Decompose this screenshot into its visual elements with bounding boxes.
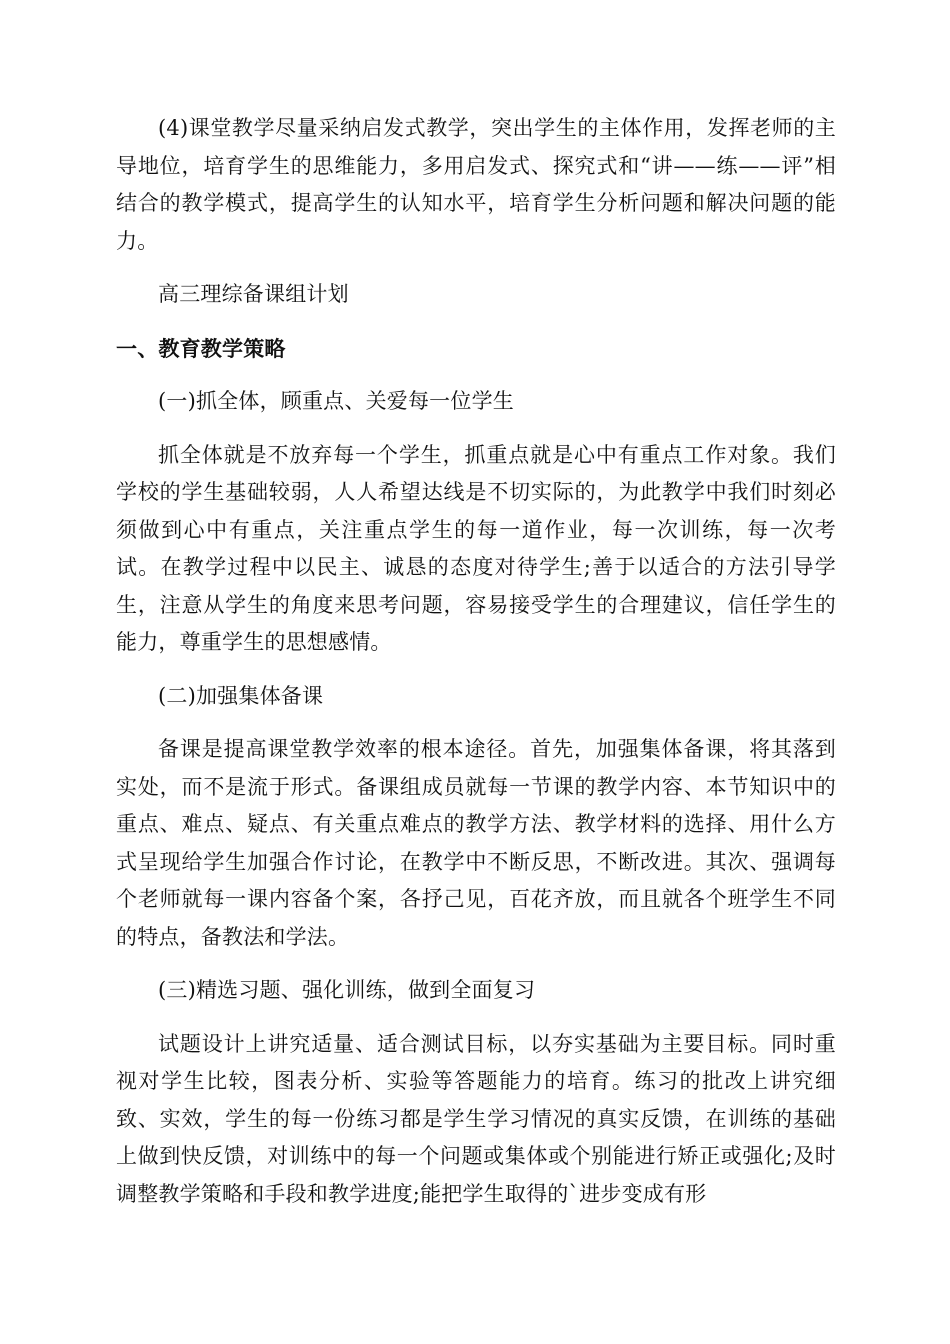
paragraph-gap bbox=[116, 956, 836, 972]
paragraph-gap bbox=[116, 314, 836, 330]
subheading-two: (二)加强集体备课 bbox=[158, 683, 324, 708]
paragraph-teaching-method: (4)课堂教学尽量采纳启发式教学，突出学生的主体作用，发挥老师的主导地位，培育学生的思维能力，多用启发式、探究式和“讲——练——评”相结合的教学模式，提高学生的认知水平，培育学生分析问题和解决问题的能力。 bbox=[116, 116, 836, 253]
paragraph-gap bbox=[116, 662, 836, 678]
paragraph-gap bbox=[116, 260, 836, 276]
paragraph-gap bbox=[116, 1010, 836, 1026]
paragraph-all-students: 抓全体就是不放弃每一个学生，抓重点就是心中有重点工作对象。我们学校的学生基础较弱，人人希望达线是不切实际的，为此教学中我们时刻必须做到心中有重点，关注重点学生的每一道作业，每一次训练，每一次考试。在教学过程中以民主、诚恳的态度对待学生;善于以适合的方法引导学生，注意从学生的角度来思考问题，容易接受学生的合理建议，信任学生的能力，尊重学生的思想感情。 bbox=[116, 442, 836, 654]
paragraph-gap bbox=[116, 367, 836, 383]
document-page bbox=[116, 110, 836, 1213]
subheading-three: (三)精选习题、强化训练，做到全面复习 bbox=[158, 978, 536, 1002]
paragraph-exercises: 试题设计上讲究适量、适合测试目标，以夯实基础为主要目标。同时重视对学生比较，图表分析、实验等答题能力的培育。练习的批改上讲究细致、实效，学生的每一份练习都是学生学习情况的真实反馈，在训练的基础上做到快反馈，对训练中的每一个问题或集体或个别能进行矫正或强化;及时调整教学策略和手段和教学进度;能把学生取得的`进步变成有形 bbox=[116, 1031, 836, 1206]
document-title: 高三理综备课组计划 bbox=[158, 282, 349, 306]
paragraph-gap bbox=[116, 421, 836, 437]
subheading-one: (一)抓全体，顾重点、关爱每一位学生 bbox=[158, 389, 514, 413]
paragraph-collective-prep: 备课是提高课堂教学效率的根本途径。首先，加强集体备课，将其落到实处，而不是流于形式。备课组成员就每一节课的教学内容、本节知识中的重点、难点、疑点、有关重点难点的教学方法、教学材料的选择、用什么方式呈现给学生加强合作讨论，在教学中不断反思，不断改进。其次、强调每个老师就每一课内容备个案，各抒己见，百花齐放，而且就各个班学生不同的特点，备教法和学法。 bbox=[116, 737, 836, 949]
section-heading: 一、教育教学策略 bbox=[116, 335, 286, 361]
paragraph-gap bbox=[116, 715, 836, 731]
